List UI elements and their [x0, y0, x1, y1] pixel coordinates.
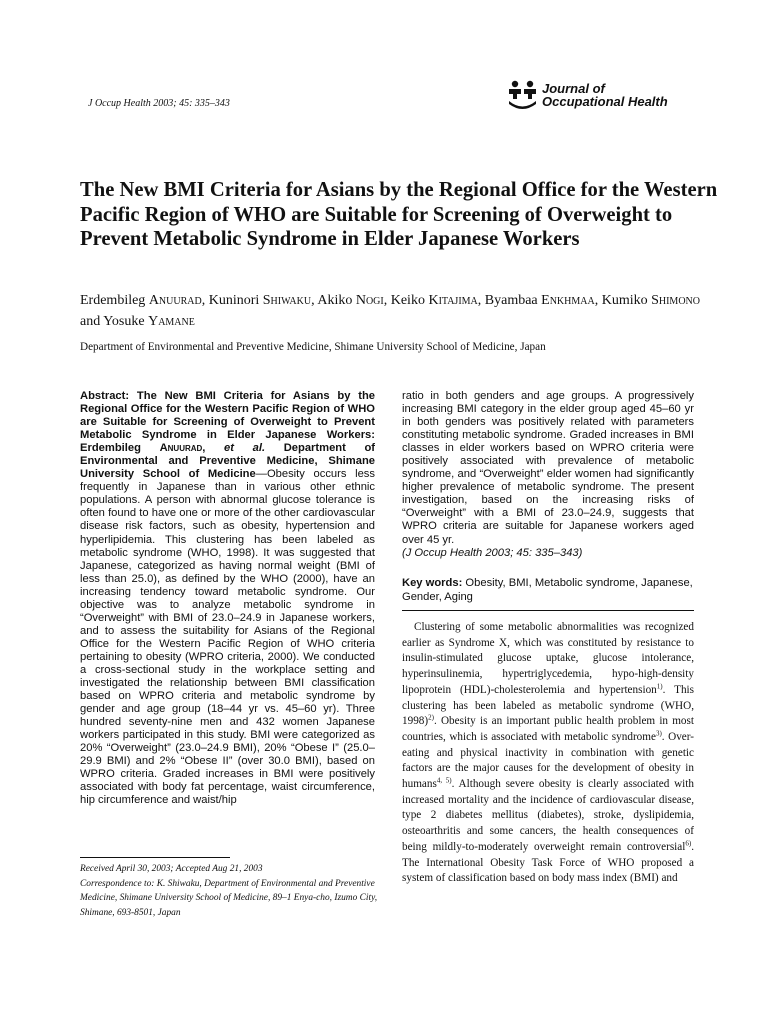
- abstract-left-column: [80, 390, 375, 808]
- journal-name-line1: Journal of: [542, 81, 605, 96]
- author-family: Shimono: [651, 293, 700, 308]
- abstract-bold-author: Anuurad,: [159, 442, 206, 455]
- body-text-segment: . The International Obesity Task Force of WHO proposed a system of classification based on body mass index (BMI) and: [402, 840, 694, 885]
- body-text-segment: . Obesity is an important public health problem in most countries, which is associated with metabolic syndrome: [402, 715, 694, 743]
- author-family: Anuurad: [148, 293, 202, 308]
- author-family: Yamane: [148, 314, 195, 329]
- body-text-segment: . This clustering has been labeled as metabolic syndrome (WHO, 1998): [402, 683, 695, 728]
- body-text-segment: . Over-eating and physical inactivity in combination with genetic factors are the major causes for the development of obesity in humans: [402, 730, 694, 791]
- journal-logo: [508, 80, 668, 110]
- author-given: Akiko: [317, 293, 353, 308]
- article-title: The New BMI Criteria for Asians by the Regional Office for the Western Pacific Region of WHO are Suitable for Screening of Overweight to Prevent Metabolic Syndrome in Elder Japanese Workers: [80, 179, 718, 250]
- author-given: Byambaa: [484, 293, 538, 308]
- abstract-text-right: ratio in both genders and age groups. A progressively increasing BMI category in the elder group aged 45–60 yr in both genders was positively related with parameters constituting metabolic syndrome. Graded increases in BMI classes in elder workers based on WPRO criteria were positively associated with prevalence of metabolic syndrome, and “Overweight” elder women had significantly higher prevalence of metabolic syndrome. The present investigation, based on the increasing risks of “Overweight” with a BMI of 23.0–24.9, suggests that WPRO criteria are suitable for Japanese workers aged over 45 yr.: [402, 390, 694, 546]
- reference-marker[interactable]: 6): [685, 839, 692, 848]
- abstract-label: Abstract:: [80, 390, 130, 402]
- abstract-citation: (J Occup Health 2003; 45: 335–343): [402, 546, 583, 559]
- keywords-label: Key words:: [402, 577, 463, 589]
- author-given: Erdembileg: [80, 293, 146, 308]
- abstract-bold-dept: Department of Environmental and Preventive Medicine, Shimane University School of Medicine: [80, 442, 376, 481]
- section-divider: [402, 610, 694, 611]
- author-family: Nogi: [355, 293, 384, 308]
- keywords: [402, 576, 694, 604]
- correspondence: Correspondence to: K. Shiwaku, Department of Environmental and Preventive Medicine, Shimane University School of Medicine, 89–1 Enya-cho, Izumo City, Shimane, 693-8501, Japan: [80, 878, 378, 918]
- reference-marker[interactable]: 2): [428, 713, 434, 722]
- author-family: Shiwaku: [262, 293, 312, 308]
- author-given: Kuninori: [208, 293, 260, 308]
- affiliation: Department of Environmental and Preventive Medicine, Shimane University School of Medicine, Japan: [80, 341, 546, 353]
- journal-citation: J Occup Health 2003; 45: 335–343: [88, 98, 230, 109]
- body-text-segment: . Although severe obesity is clearly associated with increased mortality and the incidence of cardiovascular disease, type 2 diabetes mellitus (diabetes), stroke, dyslipidemia, osteoarthritis and some cancers, the health consequences of being mildly-to-moderately overweight remain controversial: [402, 778, 694, 853]
- abstract-text-left: —Obesity occurs less frequently in Japanese than in various other ethnic populations. A person with abnormal glucose tolerance is often found to have one or more of the other cardiovascular disease risk factors, such as obesity, hypertension and hyperlipidemia. This clustering has been labeled as metabolic syndrome (WHO, 1998). It was suggested that Japanese, categorized as having normal weight (BMI of less than 25.0), as defined by the WHO (2000), have an increasing tendency toward metabolic syndrome. Our objective was to analyze metabolic syndrome in “Overweight” with BMI of 23.0–24.9 in Japanese workers, and to assess the suitability for Asians of the Regional Office for the Western Pacific Region of WHO criteria pertaining to obesity (WPRO criteria, 2000). We conducted a cross-sectional study in the workplace setting and investigated the relationship between BMI classification based on WPRO criteria and metabolic syndrome by gender and age group (18–44 yr vs. 45–60 yr). Three hundred seventy-nine men and 432 women Japanese workers participated in this study. BMI were categorized as 20% “Overweight” (23.0–24.9 BMI), 20% “Obese I” (25.0–29.9 BMI) and 2% “Obese II” (over 30.0 BMI), based on WPRO criteria. Graded increases in BMI were positively associated with body fat percentage, waist circumference, hip circumference and waist/hip: [80, 468, 375, 807]
- reference-marker[interactable]: 4, 5): [436, 776, 452, 785]
- author-given: Keiko: [390, 293, 425, 308]
- journal-emblem-icon: [508, 80, 538, 110]
- keywords-text: Obesity, BMI, Metabolic syndrome, Japanese, Gender, Aging: [402, 577, 693, 603]
- author-family: Enkhmaa: [541, 293, 595, 308]
- intro-paragraph: [402, 620, 694, 887]
- abstract-etal: et al.: [224, 442, 266, 455]
- author-list: Erdembileg Anuurad, Kuninori Shiwaku, Akiko Nogi, Keiko Kitajima, Byambaa Enkhmaa, Kumiko Shimono and Yosuke Yamane: [80, 293, 700, 329]
- author-given: Kumiko: [601, 293, 648, 308]
- body-text-segment: Clustering of some metabolic abnormalities was recognized earlier as Syndrome X, which was constituted by resistance to insulin-stimulated glucose uptake, glucose intolerance, hyperinsulinemia, hypertriglycedemia, hypo-high-density lipoprotein (HDL)-cholesterolemia and hypertension: [402, 621, 694, 696]
- footnote: [80, 862, 378, 920]
- received-dates: Received April 30, 2003; Accepted Aug 21, 2003: [80, 864, 263, 874]
- reference-marker[interactable]: 1): [656, 682, 663, 691]
- journal-name: [542, 82, 668, 108]
- reference-marker[interactable]: 3): [655, 729, 662, 738]
- journal-name-line2: Occupational Health: [542, 94, 668, 109]
- abstract-bold-lead: The New BMI Criteria for Asians by the Regional Office for the Western Pacific Region of WHO are Suitable for Screening of Overweight to Prevent Metabolic Syndrome in Elder Japanese Workers: Erdembileg: [80, 390, 376, 455]
- abstract-right-column: [402, 390, 694, 560]
- author-given: Yosuke: [103, 314, 145, 329]
- footnote-divider: [80, 857, 230, 858]
- author-family: Kitajima: [428, 293, 478, 308]
